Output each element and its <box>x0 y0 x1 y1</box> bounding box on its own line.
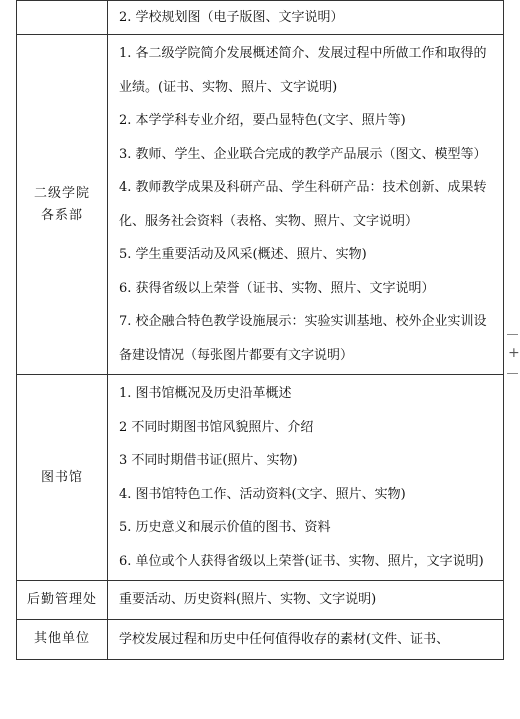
table-row <box>17 619 504 659</box>
list-item: 3 不同时期借书证(照片、实物) <box>119 453 298 468</box>
list-item: 4. 图书馆特色工作、活动资料(文字、照片、实物) <box>119 486 406 502</box>
table-row <box>17 35 504 375</box>
row-label <box>17 35 108 375</box>
list-item: 3. 教师、学生、企业联合完成的教学产品展示（图文、模型等） <box>119 146 487 162</box>
table-resize-handle[interactable] <box>507 334 518 374</box>
table-row <box>17 375 504 581</box>
list-item: 6. 单位或个人获得省级以上荣誉(证书、实物、照片，文字说明) <box>119 553 484 569</box>
list-item: 1. 图书馆概况及历史沿革概述 <box>119 386 292 401</box>
list-item: 5. 学生重要活动及风采(概述、照片、实物) <box>119 247 367 262</box>
row-content <box>108 619 504 659</box>
list-item: 6. 获得省级以上荣誉（证书、实物、照片、文字说明） <box>119 280 435 296</box>
list-item: 2 不同时期图书馆风貌照片、介绍 <box>119 419 314 435</box>
table-row <box>17 1 504 35</box>
list-item: 2. 学校规划图（电子版图、文字说明） <box>119 10 344 25</box>
row-content <box>108 1 504 35</box>
list-item: 4. 教师教学成果及科研产品、学生科研产品：技术创新、成果转化、服务社会资料（表格、实物、照片、文字说明） <box>119 180 487 229</box>
row-content <box>108 581 504 620</box>
row-label-line: 各系部 <box>40 207 83 223</box>
collection-table <box>16 0 504 660</box>
list-item: 2. 本学学科专业介绍，要凸显特色(文字、照片等) <box>119 113 406 128</box>
row-label-empty <box>17 1 108 35</box>
row-label: 后勤管理处 <box>17 581 108 620</box>
plus-icon: + <box>508 345 520 361</box>
row-content <box>108 375 504 581</box>
row-content <box>108 35 504 375</box>
row-label: 其他单位 <box>17 619 108 659</box>
row-label-line: 二级学院 <box>33 185 90 201</box>
row-text: 重要活动、历史资料(照片、实物、文字说明) <box>119 592 377 607</box>
row-text: 学校发展过程和历史中任何值得收存的素材(文件、证书、 <box>119 631 450 647</box>
row-label: 图书馆 <box>17 375 108 581</box>
table-row <box>17 581 504 620</box>
item-list <box>119 3 493 32</box>
list-item: 7. 校企融合特色教学设施展示：实验实训基地、校外企业实训设备建设情况（每张图片都要有文字说明） <box>119 314 487 363</box>
list-item: 1. 各二级学院简介发展概述简介、发展过程中所做工作和取得的业绩。(证书、实物、照片、文字说明) <box>119 46 487 95</box>
item-list <box>119 622 493 657</box>
list-item: 5. 历史意义和展示价值的图书、资料 <box>119 520 331 535</box>
